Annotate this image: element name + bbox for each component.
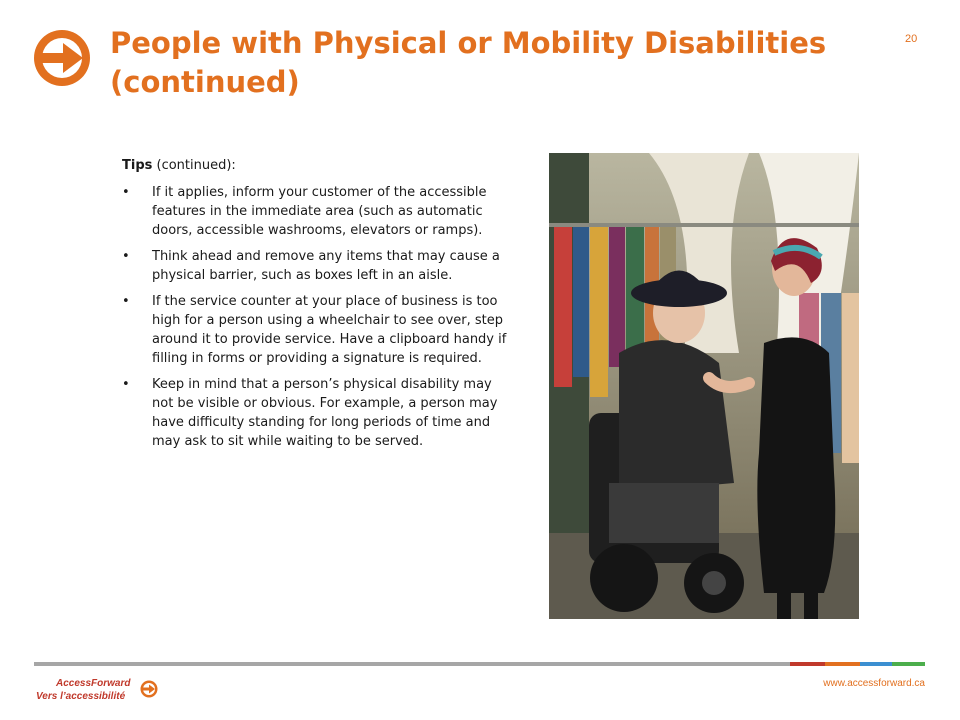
- tips-suffix: (continued):: [152, 158, 236, 173]
- footer-color-segment-green: [892, 662, 925, 666]
- bullet-text: If the service counter at your place of business is too high for a person using a wheelchair to see over, step around it to provide service. Have a clipboard handy if filling in forms or providing a signature is required.: [152, 294, 507, 366]
- tips-content: [122, 156, 517, 458]
- list-item: [122, 247, 517, 285]
- title-line-1: People with Physical or Mobility Disabilities: [110, 26, 827, 60]
- bullet-icon: •: [122, 294, 130, 309]
- page-number: 20: [905, 33, 918, 45]
- footer-divider: [34, 662, 790, 666]
- list-item: [122, 183, 517, 240]
- tips-heading: [122, 156, 517, 175]
- bullet-text: If it applies, inform your customer of the accessible features in the immediate area (such as automatic doors, accessible washrooms, elevators or ramps).: [152, 185, 487, 238]
- bullet-icon: •: [122, 185, 130, 200]
- footer-color-segment-blue: [860, 662, 892, 666]
- list-item: [122, 292, 517, 368]
- bullet-icon: •: [122, 249, 130, 264]
- bullet-icon: •: [122, 377, 130, 392]
- title-line-2: (continued): [110, 65, 300, 99]
- list-item: [122, 375, 517, 451]
- footer-color-segment-orange: [825, 662, 860, 666]
- logo-text-french: Vers l’accessibilité: [36, 691, 126, 702]
- tips-label: Tips: [122, 158, 153, 173]
- tips-list: [122, 183, 517, 451]
- website-url: www.accessforward.ca: [823, 678, 925, 689]
- slide-title: [110, 24, 870, 102]
- logo-arrow-icon: [140, 680, 158, 698]
- bullet-text: Think ahead and remove any items that may cause a physical barrier, such as boxes left in an aisle.: [152, 249, 500, 283]
- logo-text-english: AccessForward: [56, 678, 131, 689]
- footer-color-segment-red: [790, 662, 825, 666]
- accessforward-logo: [34, 676, 164, 706]
- arrow-logo-icon: [33, 29, 91, 87]
- photo-wheelchair-user-in-shop: [549, 153, 859, 619]
- bullet-text: Keep in mind that a person’s physical disability may not be visible or obvious. For example, a person may have difficulty standing for long periods of time and may ask to sit while waiting to be served.: [152, 377, 498, 449]
